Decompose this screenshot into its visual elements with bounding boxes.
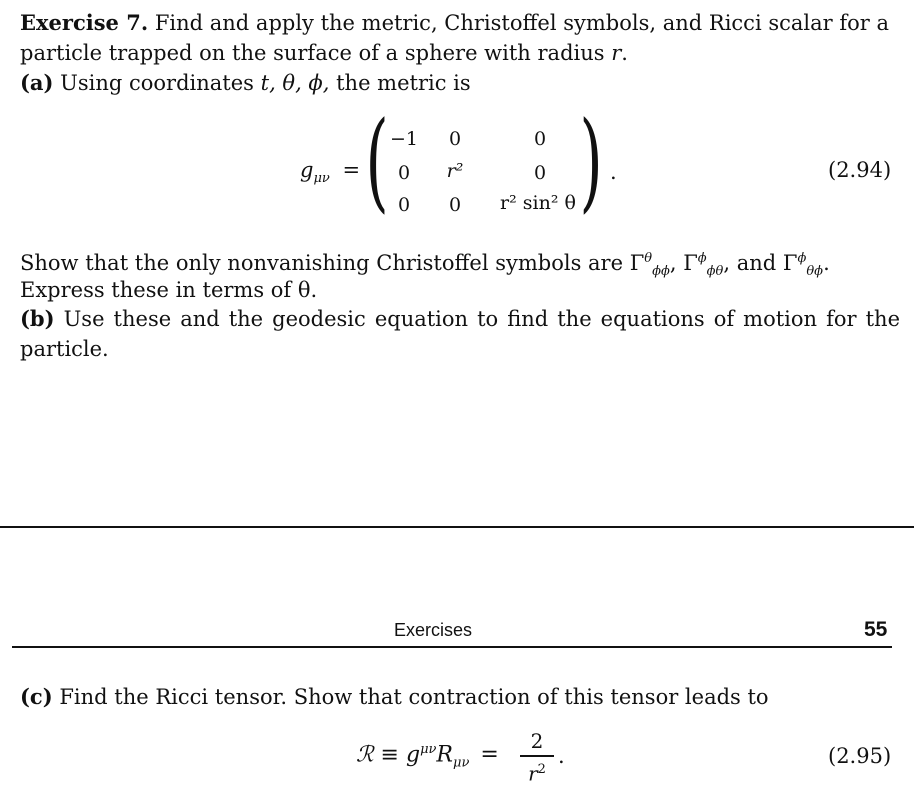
radius-symbol: r	[611, 41, 622, 65]
christoffel-symbol: $\Gamma^\theta_{\phi\phi}$	[629, 251, 670, 280]
equation-period: .	[558, 744, 565, 768]
running-head-rule	[12, 646, 892, 648]
part-b-text: Use these and the geodesic equation to find the equations of motion for the particle.	[20, 307, 900, 361]
part-c-label: (c)	[20, 684, 53, 709]
christoffel-statement: Show that the only nonvanishing Christoffel symbols are $\Gamma^\theta_{\phi\phi}$, $\Gamma^\phi_{\phi\theta}$, and $\Gamma^\phi_{\theta\phi}$.	[20, 251, 830, 280]
matrix-cell: −1	[389, 128, 418, 150]
part-b	[20, 304, 900, 364]
equation-number-2-94: (2.94)	[828, 158, 892, 182]
christoffel-symbol: $\Gamma^\phi_{\theta\phi}$	[782, 251, 824, 280]
fraction	[520, 728, 554, 785]
part-b-label: (b)	[20, 306, 55, 331]
matrix-right-paren: )	[579, 99, 603, 224]
exercise-statement: Exercise 7. Find and apply the metric, Christoffel symbols, and Ricci scalar for a particle trapped on the surface of a sphere with radius r.	[20, 10, 889, 65]
fraction-denominator: $r^2$	[528, 761, 546, 786]
equation-number-2-95: (2.95)	[828, 744, 892, 768]
matrix-left-paren: (	[365, 99, 389, 224]
matrix-cell: 0	[448, 194, 462, 216]
part-c-text: Find the Ricci tensor. Show that contraction of this tensor leads to	[59, 685, 769, 709]
christoffel-express: Express these in terms of θ.	[20, 278, 318, 302]
part-a-coords: t, θ, ϕ,	[260, 71, 330, 95]
running-head-title: Exercises	[394, 620, 473, 640]
part-a	[20, 68, 471, 98]
matrix-cell: 0	[533, 162, 547, 184]
page-number: 55	[864, 618, 888, 641]
matrix-cell: 0	[448, 128, 462, 150]
matrix-cell: 0	[397, 162, 411, 184]
equation-2-95	[0, 728, 914, 806]
part-a-text: Using coordinates	[60, 71, 254, 95]
equation-period: .	[610, 160, 617, 184]
matrix-cell: r² sin² θ	[500, 192, 576, 214]
fraction-bar	[520, 755, 554, 757]
matrix-cell: 0	[533, 128, 547, 150]
matrix-cell: r²	[446, 160, 464, 182]
page-break-rule	[0, 526, 914, 528]
equation-2-94	[0, 99, 914, 228]
part-c	[20, 682, 769, 712]
exercise-label: Exercise 7.	[20, 10, 149, 35]
part-a-text-after: the metric is	[336, 71, 471, 95]
part-a-label: (a)	[20, 70, 54, 95]
christoffel-symbol: $\Gamma^\phi_{\phi\theta}$	[683, 251, 724, 280]
ricci-lhs: ℛ ≡ $g^{\mu\nu}R_{\mu\nu}$ =	[356, 742, 499, 771]
fraction-numerator: 2	[530, 729, 544, 753]
matrix-cell: 0	[397, 194, 411, 216]
exercise-text: Find and apply the metric, Christoffel symbols, and Ricci scalar for a particle trapped on the surface of a sphere with radius	[20, 11, 889, 65]
metric-lhs: $g_{\mu\nu}$ =	[300, 158, 361, 187]
